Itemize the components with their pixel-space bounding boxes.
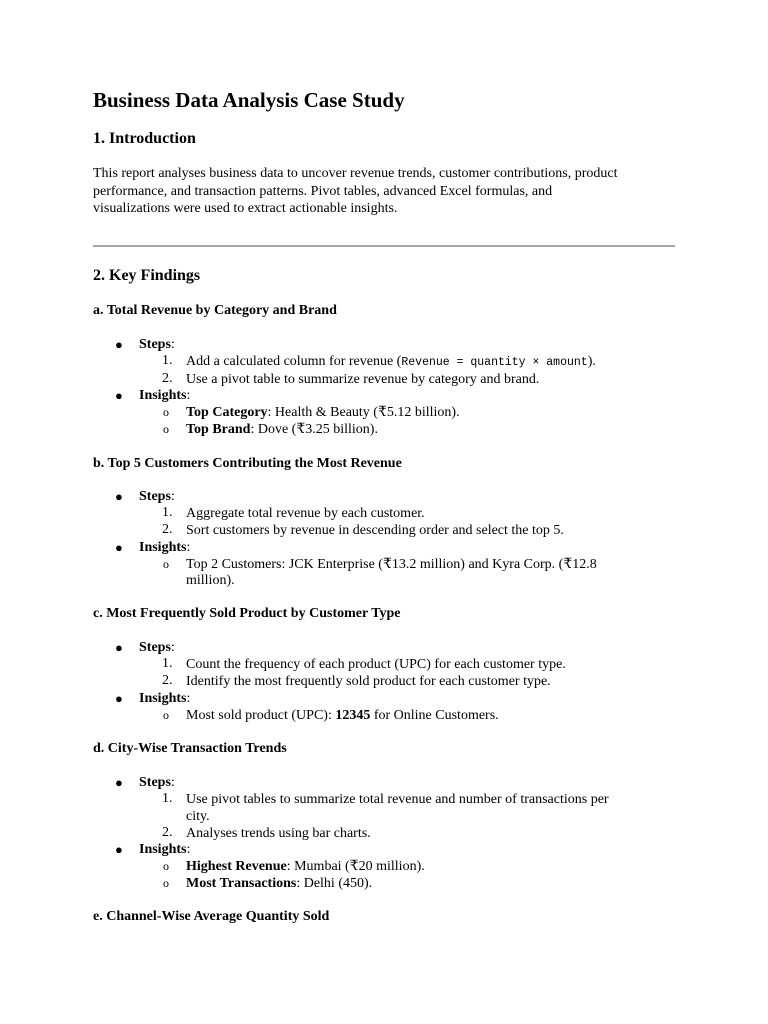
section-c-step-2: Identify the most frequently sold product for each customer type. [186,674,551,689]
section-c-insight-1: Most sold product (UPC): 12345 for Online Customers. [186,708,499,723]
section-c-steps-label: Steps: [139,640,175,655]
bullet-icon: ● [115,691,123,706]
step-number: 1. [162,505,173,520]
step-number: 1. [162,791,173,806]
intro-line-3: visualizations were used to extract actionable insights. [93,201,398,216]
bullet-icon: ● [115,489,123,504]
circle-bullet-icon: o [163,405,169,419]
section-d-step-1-line-2: city. [186,809,210,824]
bullet-icon: ● [115,388,123,403]
section-c-heading: c. Most Frequently Sold Product by Customer Type [93,606,401,621]
section-e-heading: e. Channel-Wise Average Quantity Sold [93,909,330,924]
step-number: 2. [162,371,173,386]
step-number: 2. [162,673,173,688]
section-a-insights-label: Insights: [139,388,191,403]
bullet-icon: ● [115,842,123,857]
section-d-insight-1: Highest Revenue: Mumbai (₹20 million). [186,859,425,874]
introduction-paragraph [93,165,678,218]
key-findings-heading: 2. Key Findings [93,267,201,284]
section-a-steps-label: Steps: [139,337,175,352]
section-a-step-2: Use a pivot table to summarize revenue by category and brand. [186,372,540,387]
section-b-step-2: Sort customers by revenue in descending order and select the top 5. [186,523,564,538]
step-number: 2. [162,825,173,840]
section-b-steps-label: Steps: [139,489,175,504]
section-b-insight-1-line-2: million). [186,573,235,588]
step-number: 1. [162,353,173,368]
section-a-insight-2: Top Brand: Dove (₹3.25 billion). [186,422,378,437]
section-a-insight-1: Top Category: Health & Beauty (₹5.12 billion). [186,405,460,420]
document-title: Business Data Analysis Case Study [93,88,405,112]
bullet-icon: ● [115,775,123,790]
section-d-insight-2: Most Transactions: Delhi (450). [186,876,373,891]
section-d-step-1-line-1: Use pivot tables to summarize total revenue and number of transactions per [186,792,609,807]
section-c-step-1: Count the frequency of each product (UPC) for each customer type. [186,657,566,672]
step-number: 1. [162,656,173,671]
circle-bullet-icon: o [163,876,169,890]
bullet-icon: ● [115,540,123,555]
section-a-heading: a. Total Revenue by Category and Brand [93,303,337,318]
section-b-heading: b. Top 5 Customers Contributing the Most Revenue [93,456,402,471]
bullet-icon: ● [115,640,123,655]
intro-line-1: This report analyses business data to uncover revenue trends, customer contributions, product [93,166,618,181]
bullet-icon: ● [115,337,123,352]
introduction-heading: 1. Introduction [93,130,196,147]
section-d-steps-label: Steps: [139,775,175,790]
circle-bullet-icon: o [163,422,169,436]
section-b-insight-1-line-1: Top 2 Customers: JCK Enterprise (₹13.2 million) and Kyra Corp. (₹12.8 [186,557,597,572]
section-c-insights-label: Insights: [139,691,191,706]
circle-bullet-icon: o [163,859,169,873]
section-d-insights-label: Insights: [139,842,191,857]
horizontal-divider [93,245,675,247]
section-d-heading: d. City-Wise Transaction Trends [93,741,287,756]
section-d-step-2: Analyses trends using bar charts. [186,826,371,841]
intro-line-2: performance, and transaction patterns. Pivot tables, advanced Excel formulas, and [93,183,553,199]
step-number: 2. [162,522,173,537]
section-a-step-1: Add a calculated column for revenue (Revenue = quantity × amount). [186,354,596,369]
section-b-step-1: Aggregate total revenue by each customer. [186,506,425,521]
section-b-insights-label: Insights: [139,540,191,555]
circle-bullet-icon: o [163,708,169,722]
circle-bullet-icon: o [163,557,169,571]
